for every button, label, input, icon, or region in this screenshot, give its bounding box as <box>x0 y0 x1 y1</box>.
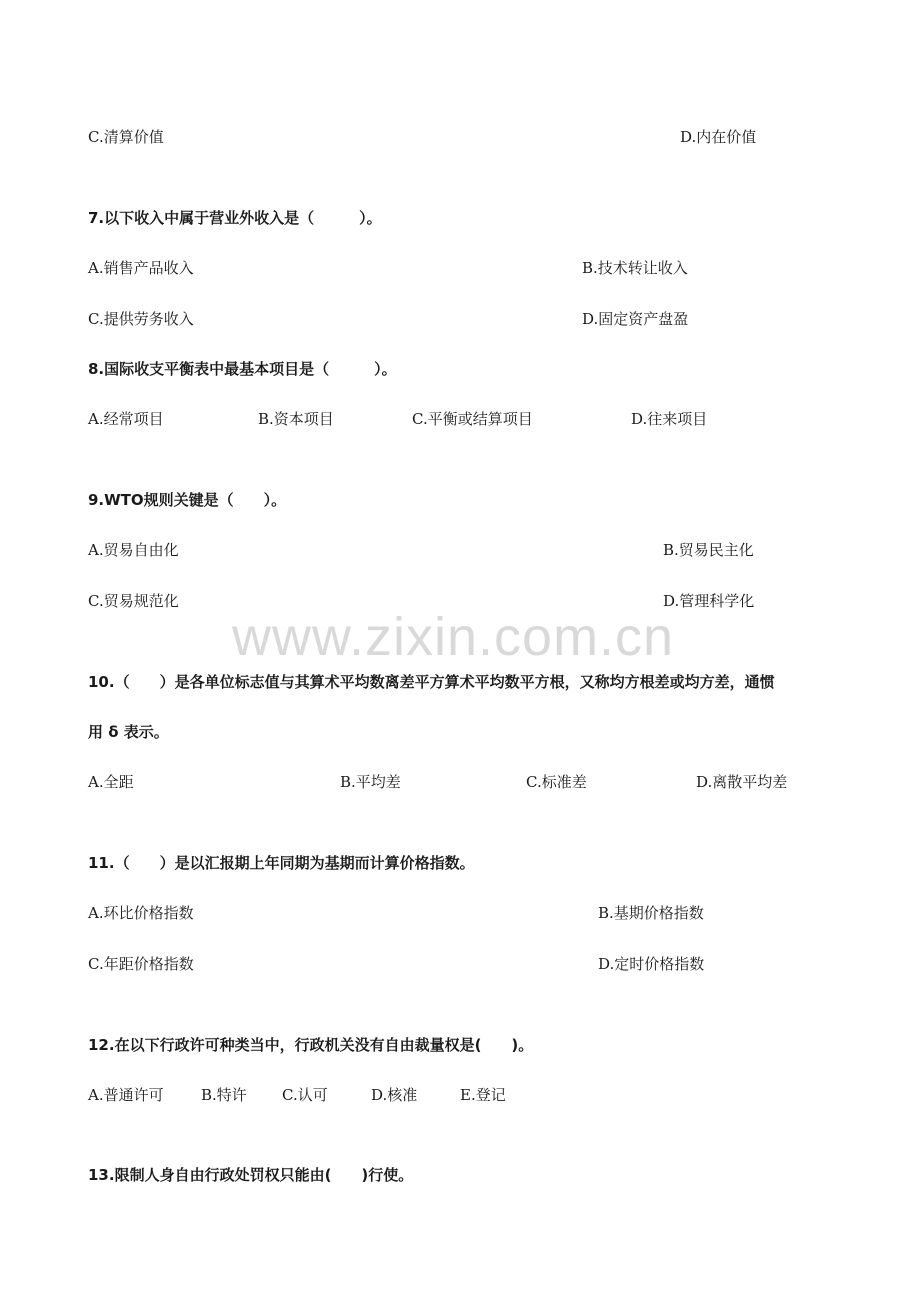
q11-option-c: C.年距价格指数 <box>88 955 194 973</box>
q6-option-c: C.清算价值 <box>88 128 164 146</box>
q7-option-b: B.技术转让收入 <box>582 259 688 277</box>
q8-option-a: A.经常项目 <box>88 410 164 428</box>
watermark: www.zixin.com.cn <box>232 607 675 667</box>
q9-option-b: B.贸易民主化 <box>663 541 754 559</box>
q7-stem: 7.以下收入中属于营业外收入是（ ）。 <box>88 209 382 227</box>
q10-stem-line2: 用 δ 表示。 <box>88 723 169 741</box>
q10-stem-line1: 10.（ ）是各单位标志值与其算术平均数离差平方算术平均数平方根，又称均方根差或均方差，通惯 <box>88 673 775 691</box>
q11-stem: 11.（ ）是以汇报期上年同期为基期而计算价格指数。 <box>88 854 475 872</box>
q10-option-c: C.标准差 <box>526 773 587 791</box>
q11-option-d: D.定时价格指数 <box>598 955 705 973</box>
q8-option-c: C.平衡或结算项目 <box>412 410 533 428</box>
q10-option-d: D.离散平均差 <box>696 773 788 791</box>
q9-stem: 9.WTO规则关键是（ ）。 <box>88 491 287 509</box>
q11-option-b: B.基期价格指数 <box>598 904 704 922</box>
q9-option-d: D.管理科学化 <box>663 592 755 610</box>
q13-stem: 13.限制人身自由行政处罚权只能由( )行使。 <box>88 1166 414 1184</box>
q10-option-a: A.全距 <box>88 773 134 791</box>
q9-option-c: C.贸易规范化 <box>88 592 179 610</box>
q12-option-b: B.特许 <box>201 1086 247 1104</box>
q8-option-b: B.资本项目 <box>258 410 334 428</box>
q6-option-d: D.内在价值 <box>680 128 757 146</box>
q10-option-b: B.平均差 <box>340 773 401 791</box>
q12-option-c: C.认可 <box>282 1086 328 1104</box>
q12-option-d: D.核准 <box>371 1086 418 1104</box>
q9-option-a: A.贸易自由化 <box>88 541 179 559</box>
q12-option-a: A.普通许可 <box>88 1086 164 1104</box>
q7-option-c: C.提供劳务收入 <box>88 310 194 328</box>
q7-option-d: D.固定资产盘盈 <box>582 310 689 328</box>
q8-stem: 8.国际收支平衡表中最基本项目是（ ）。 <box>88 360 397 378</box>
q12-stem: 12.在以下行政许可种类当中，行政机关没有自由裁量权是( )。 <box>88 1036 534 1054</box>
q8-option-d: D.往来项目 <box>631 410 708 428</box>
q7-option-a: A.销售产品收入 <box>88 259 194 277</box>
q12-option-e: E.登记 <box>460 1086 506 1104</box>
q11-option-a: A.环比价格指数 <box>88 904 194 922</box>
